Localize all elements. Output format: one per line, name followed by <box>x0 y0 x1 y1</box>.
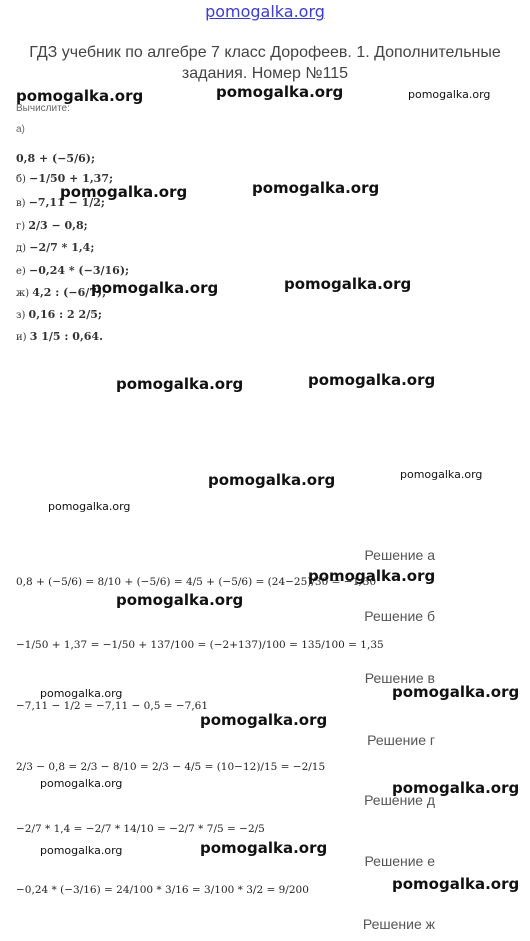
watermark: pomogalka.org <box>116 375 244 393</box>
watermark: pomogalka.org <box>48 500 131 513</box>
watermark: pomogalka.org <box>40 687 123 700</box>
solution-heading: Решение д <box>364 792 435 808</box>
page-title: ГДЗ учебник по алгебре 7 класс Дорофеев. 1. Дополнительные задания. Номер №115 <box>29 44 501 82</box>
task-item: ж) 4,2 : (−6/7); <box>16 286 107 299</box>
watermark: pomogalka.org <box>91 279 219 297</box>
watermark: pomogalka.org <box>216 83 344 101</box>
solution-heading: Решение в <box>364 670 435 686</box>
solution-expression: 2/3 − 0,8 = 2/3 − 8/10 = 2/3 − 4/5 = (10−12)/15 = −2/15 <box>16 761 326 773</box>
watermark: pomogalka.org <box>40 777 123 790</box>
task-item: г) 2/3 − 0,8; <box>16 219 88 232</box>
solution-heading: Решение г <box>367 732 435 748</box>
watermark: pomogalka.org <box>60 183 188 201</box>
watermark: pomogalka.org <box>392 683 520 701</box>
watermark: pomogalka.org <box>40 844 123 857</box>
watermark: pomogalka.org <box>116 591 244 609</box>
watermark: pomogalka.org <box>252 179 380 197</box>
task-item: д) −2/7 * 1,4; <box>16 241 95 254</box>
watermark: pomogalka.org <box>16 87 144 105</box>
task-item-expression: 0,8 + (−5/6); <box>16 152 96 165</box>
solution-heading: Решение е <box>364 853 435 869</box>
task-item: и) 3 1/5 : 0,64. <box>16 330 103 343</box>
solution-expression: −2/7 * 1,4 = −2/7 * 14/10 = −2/7 * 7/5 = −2/5 <box>16 823 265 835</box>
solution-heading: Решение б <box>364 608 435 624</box>
watermark: pomogalka.org <box>200 839 328 857</box>
task-intro: Вычислите: <box>16 103 70 114</box>
solution-heading: Решение ж <box>362 916 435 932</box>
watermark: pomogalka.org <box>308 371 436 389</box>
task-item: е) −0,24 * (−3/16); <box>16 264 130 277</box>
watermark: pomogalka.org <box>408 88 491 101</box>
watermark: pomogalka.org <box>400 468 483 481</box>
task-item-label: а) <box>16 124 25 135</box>
watermark: pomogalka.org <box>308 567 436 585</box>
solution-expression: 0,8 + (−5/6) = 8/10 + (−5/6) = 4/5 + (−5/6) = (24−25)/30 = −1/30 <box>16 576 377 588</box>
task-item: в) −7,11 − 1/2; <box>16 196 105 209</box>
solution-expression: −0,24 * (−3/16) = 24/100 * 3/16 = 3/100 * 3/2 = 9/200 <box>16 884 309 896</box>
site-logo-link[interactable]: pomogalka.org <box>205 2 325 21</box>
solution-expression: −7,11 − 1/2 = −7,11 − 0,5 = −7,61 <box>16 700 209 712</box>
solution-expression: −1/50 + 1,37 = −1/50 + 137/100 = (−2+137)/100 = 135/100 = 1,35 <box>16 639 384 651</box>
watermark: pomogalka.org <box>392 875 520 893</box>
watermark: pomogalka.org <box>284 275 412 293</box>
watermark: pomogalka.org <box>208 471 336 489</box>
task-item: з) 0,16 : 2 2/5; <box>16 308 102 321</box>
watermark: pomogalka.org <box>200 711 328 729</box>
watermark: pomogalka.org <box>392 779 520 797</box>
task-item: б) −1/50 + 1,37; <box>16 172 114 185</box>
solution-heading: Решение а <box>364 547 435 563</box>
